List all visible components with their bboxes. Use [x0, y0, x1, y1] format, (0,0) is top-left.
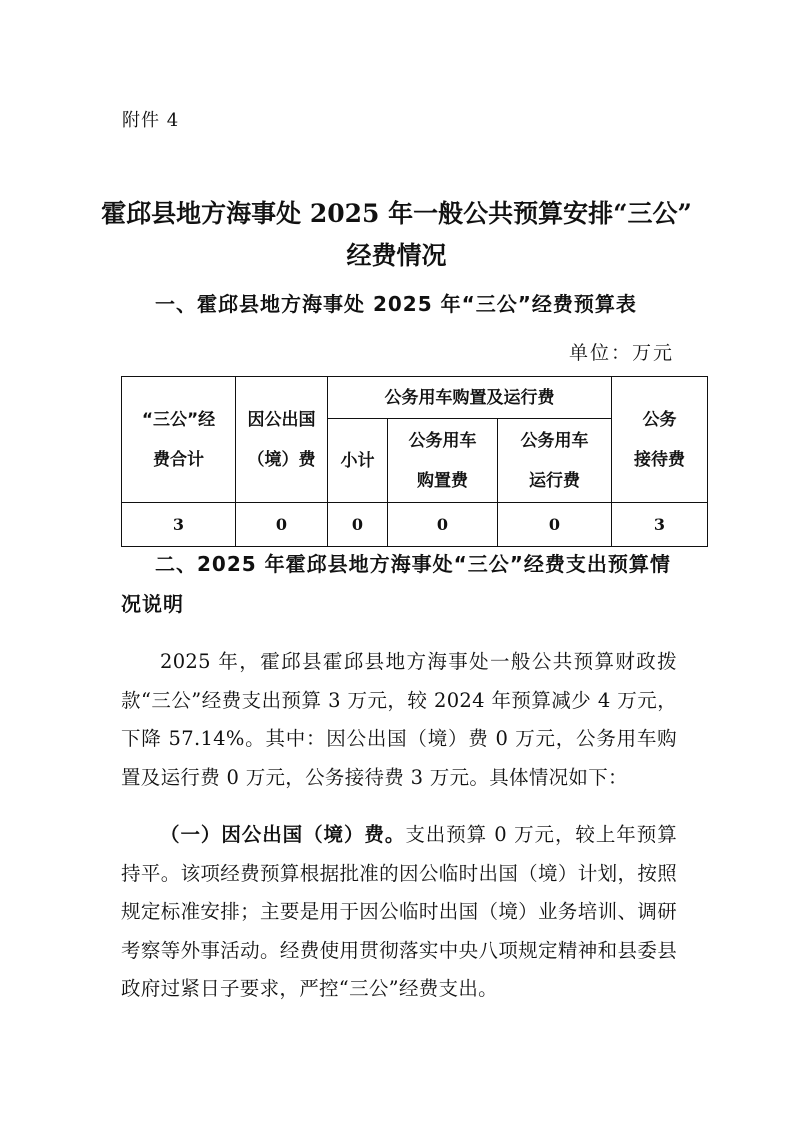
document-title-line1: 霍邱县地方海事处 2025 年一般公共预算安排“三公” — [101, 199, 692, 228]
header-car-group: 公务用车购置及运行费 — [328, 377, 612, 419]
paragraph-abroad — [121, 816, 677, 1009]
header-subtotal: 小计 — [328, 419, 388, 503]
value-car-purchase: 0 — [388, 503, 498, 547]
value-car-operation: 0 — [498, 503, 612, 547]
header-car-purchase: 公务用车 购置费 — [388, 419, 498, 503]
header-abroad: 因公出国 （境）费 — [236, 377, 328, 503]
value-abroad: 0 — [236, 503, 328, 547]
header-car-operation: 公务用车 运行费 — [498, 419, 612, 503]
value-total: 3 — [122, 503, 236, 547]
unit-label: 单位：万元 — [568, 342, 674, 364]
attachment-label: 附件 4 — [122, 110, 180, 131]
paragraph-summary: 2025 年，霍邱县霍邱县地方海事处一般公共预算财政拨款“三公”经费支出预算 3 万元，较 2024 年预算减少 4 万元，下降 57.14%。其中：因公出国（境）费 0 万元，公务用车购置及运行费 0 万元，公务接待费 3 万元。具体情况如下： — [121, 650, 677, 789]
header-reception: 公务 接待费 — [612, 377, 708, 503]
table-row — [122, 503, 708, 547]
section2-heading: 二、2025 年霍邱县地方海事处“三公”经费支出预算情 况说明 — [121, 552, 671, 616]
value-reception: 3 — [612, 503, 708, 547]
document-title-line2: 经费情况 — [346, 241, 447, 270]
table-header-row — [122, 377, 708, 419]
paragraph-abroad-text: 支出预算 0 万元，较上年预算持平。该项经费预算根据批准的因公临时出国（境）计划，按照规定标准安排；主要是用于因公临时出国（境）业务培训、调研考察等外事活动。经费使用贯彻落实中央八项规定精神和县委县政府过紧日子要求，严控“三公”经费支出。 — [121, 823, 677, 1000]
header-total: “三公”经 费合计 — [122, 377, 236, 503]
section1-heading: 一、霍邱县地方海事处 2025 年“三公”经费预算表 — [155, 292, 637, 316]
budget-table — [121, 376, 708, 547]
value-subtotal: 0 — [328, 503, 388, 547]
paragraph-abroad-heading: （一）因公出国（境）费。 — [160, 823, 406, 846]
